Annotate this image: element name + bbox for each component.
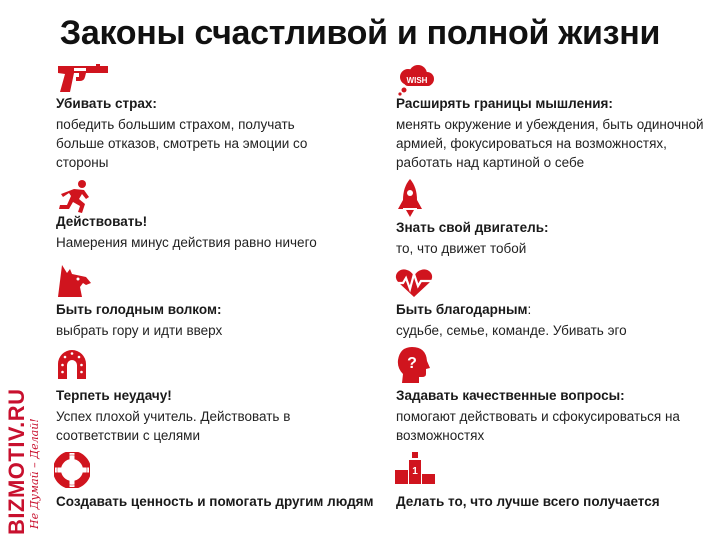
rocket-icon [398,178,422,218]
brand-watermark [4,389,41,535]
horseshoe-icon [54,347,90,383]
running-man-icon [56,180,94,214]
law-heading: Быть благодарным: [396,302,532,317]
wolf-icon [56,263,92,299]
law-description: то, что движет тобой [396,241,527,256]
law-description: менять окружение и убеждения, быть одиночной армией, фокусироваться на возможностях, работать над картиной о себе [396,117,704,170]
lifebuoy-icon [54,452,90,488]
law-heading: Терпеть неудачу! [56,388,172,403]
brand-slogan: Не Думай – Делай! [28,418,41,529]
law-heading: Убивать страх: [56,96,157,111]
brand-name: BIZMOTIV.RU [4,388,29,535]
head-question-icon [396,346,430,384]
law-heading: Знать свой двигатель: [396,220,549,235]
law-heading: Задавать качественные вопросы: [396,388,625,403]
heartbeat-icon [393,268,435,298]
law-description: победить большим страхом, получать больше отказов, смотреть на эмоции со стороны [56,117,308,170]
podium-number: 1 [412,466,418,477]
law-description: Намерения минус действия равно ничего [56,235,317,250]
law-description: помогают действовать и сфокусироваться на возможностях [396,409,680,443]
law-heading: Создавать ценность и помогать другим людям [56,494,374,509]
wish-cloud-icon [396,64,436,96]
law-heading: Быть голодным волком: [56,302,222,317]
law-heading: Расширять границы мышления: [396,96,613,111]
law-heading: Делать то, что лучше всего получается [396,494,660,509]
svg-text:?: ? [407,355,417,372]
podium-icon [395,452,435,486]
law-description: Успех плохой учитель. Действовать в соответствии с целями [56,409,291,443]
law-description: судьбе, семье, команде. Убивать эго [396,323,627,338]
law-heading: Действовать! [56,214,148,229]
page-title: Законы счастливой и полной жизни [59,14,661,52]
wish-label: WISH [406,76,428,85]
law-description: выбрать гору и идти вверх [56,323,223,338]
revolver-icon [56,60,110,96]
